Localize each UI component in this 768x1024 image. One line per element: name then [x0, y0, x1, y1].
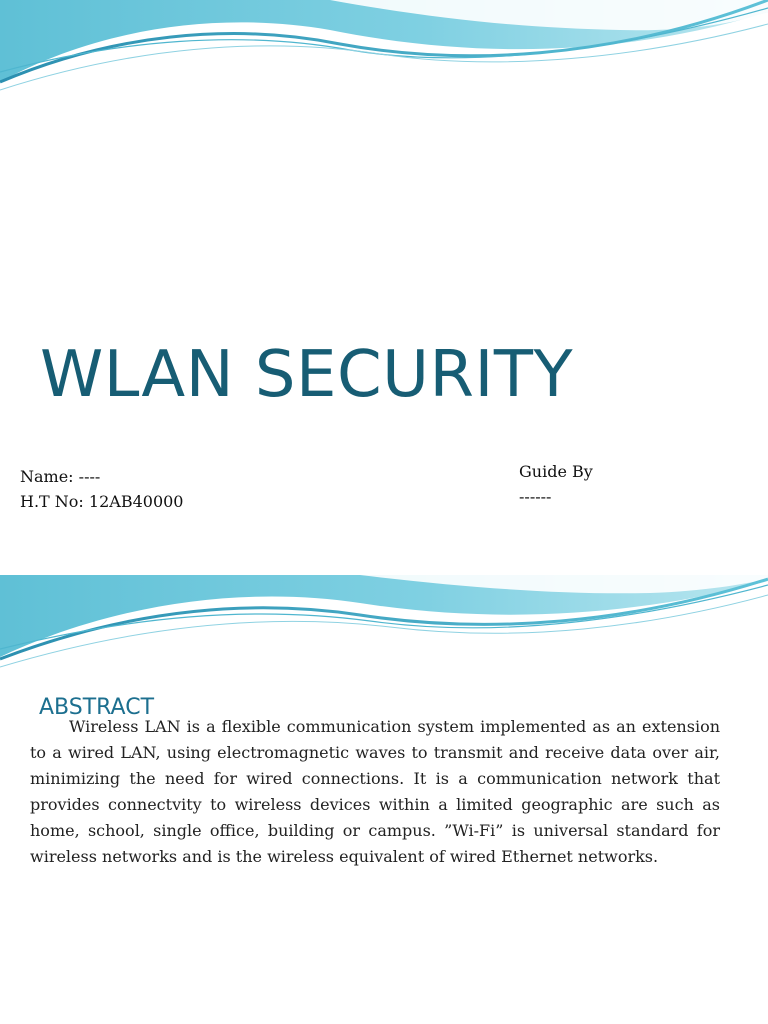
wave-banner-decoration	[0, 0, 768, 100]
student-ht-number: H.T No: 12AB40000	[20, 492, 184, 511]
guide-info	[519, 459, 593, 509]
student-info	[20, 464, 183, 514]
wave-banner-decoration	[0, 575, 768, 675]
abstract-paragraph: Wireless LAN is a flexible communication system implemented as an extension to a wired LAN, using electromagnetic waves to transmit and receive data over air, minimizing the need for wired connections. It is a communication network that provides connectvity to wireless devices within a limited geographic are such as home, school, single office, building or campus. ”Wi-Fi” is universal standard for wireless networks and is the wireless equivalent of wired Ethernet networks.	[30, 717, 720, 866]
student-name: Name: ----	[20, 467, 101, 486]
abstract-slide	[0, 575, 768, 1024]
guide-name: ------	[519, 487, 552, 506]
slide-title: WLAN SECURITY	[40, 338, 574, 412]
abstract-heading: ABSTRACT	[39, 695, 155, 720]
guide-label: Guide By	[519, 462, 593, 481]
